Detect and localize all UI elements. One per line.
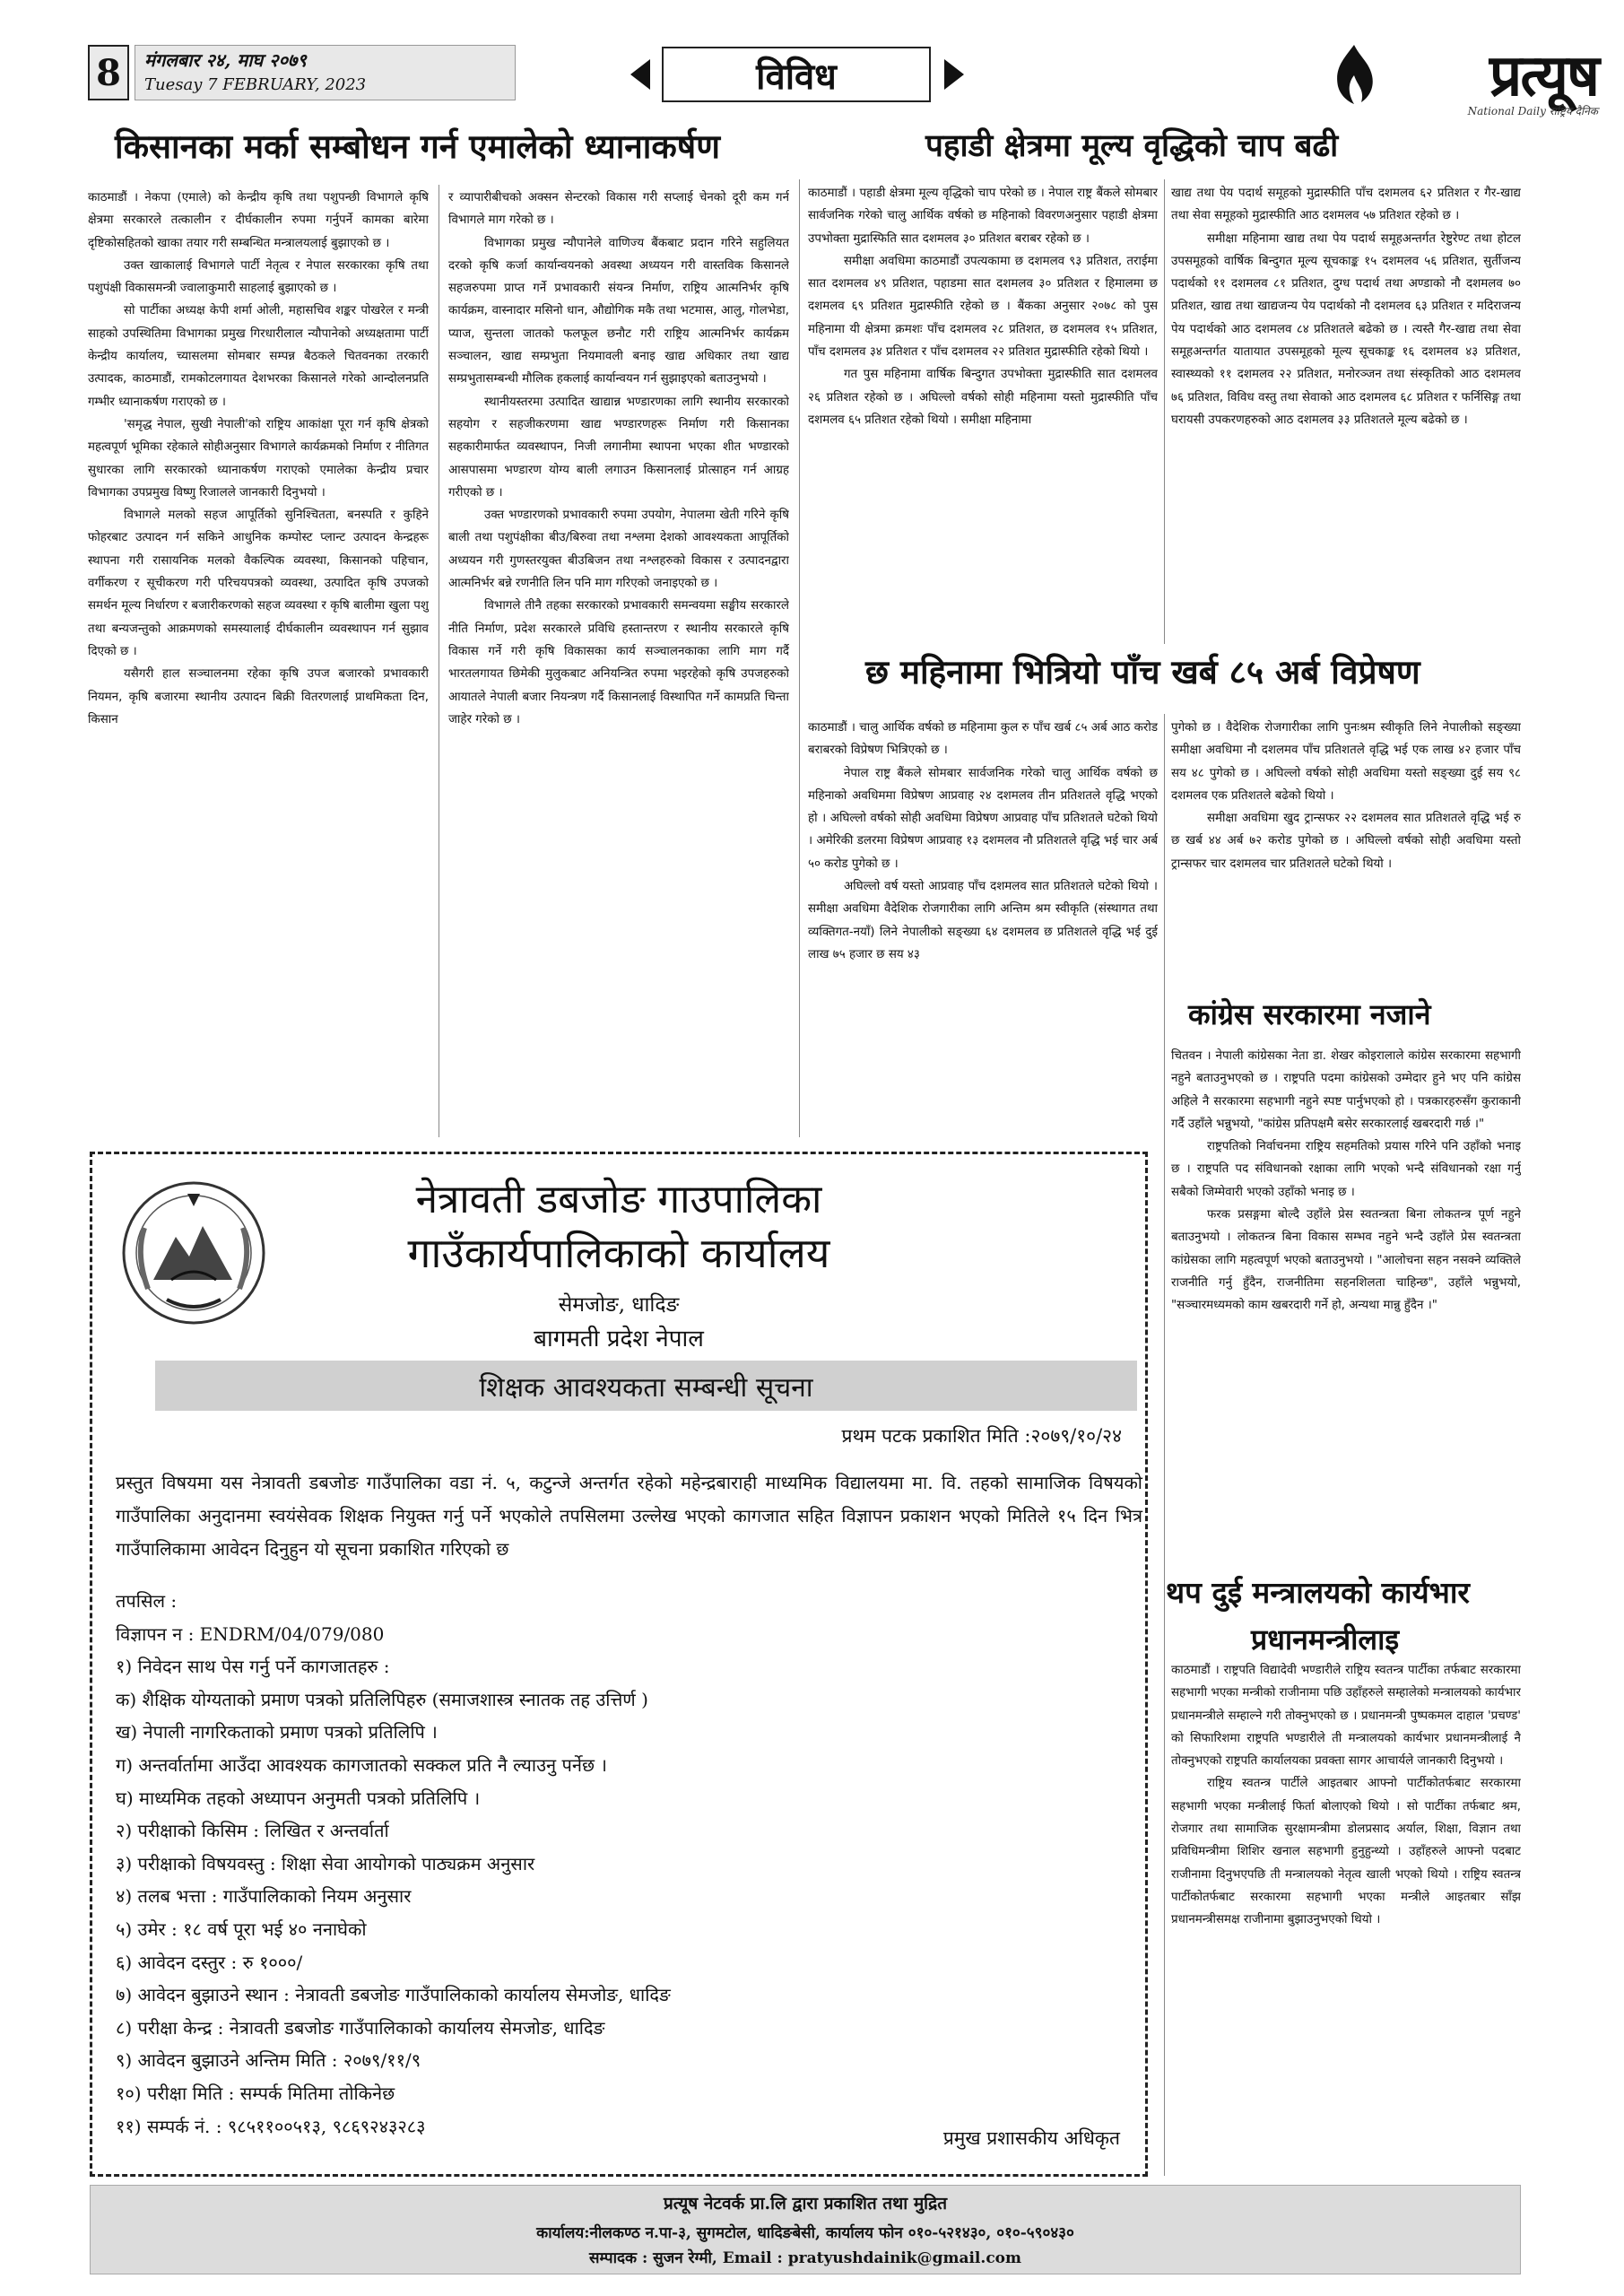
headline-mantralaya-sub: प्रधानमन्त्रीलाइ bbox=[1251, 1622, 1400, 1657]
notice-province: बागमती प्रदेश नेपाल bbox=[534, 1326, 704, 1352]
page-number: 8 bbox=[88, 45, 129, 100]
headline-congress: कांग्रेस सरकारमा नजाने bbox=[1188, 997, 1431, 1031]
notice-title-municipality: नेत्रावती डबजोङ गाउपालिका bbox=[415, 1177, 822, 1222]
article-bipreshan-col2 bbox=[1171, 717, 1521, 986]
list-item: ग) अन्तर्वार्तामा आउँदा आवश्यक कागजातको सक्कल प्रति नै ल्याउनु पर्नेछ । bbox=[116, 1753, 607, 1776]
list-item: ३) परीक्षाको विषयवस्तु : शिक्षा सेवा आयोगको पाठ्यक्रम अनुसार bbox=[116, 1852, 535, 1874]
list-item: १) निवेदन साथ पेस गर्नु पर्ने कागजातहरु : bbox=[116, 1656, 390, 1678]
headline-kisan: किसानका मर्का सम्बोधन गर्न एमालेको ध्यानाकर्षण bbox=[115, 126, 720, 166]
notice-details-list bbox=[116, 1585, 923, 2143]
list-item: १०) परीक्षा मिति : सम्पर्क मितिमा तोकिनेछ bbox=[116, 2082, 395, 2104]
article-mantralaya bbox=[1171, 1659, 1521, 2161]
list-item: ५) उमेर : १८ वर्ष पूरा भई ४० ननाघेको bbox=[116, 1918, 367, 1940]
paragraph: विभागका प्रमुख न्यौपानेले वाणिज्य बैंकबाट प्रदान गरिने सहुलियत दरको कृषि कर्जा कार्यान्वयनको अवस्था अध्ययन गरी वास्तविक किसानले सहजरुपमा प्राप्त गर्ने प्रभावकारी संयन्त्र निर्माण, राष्ट्रिय आत्मनिर्भर कृषि कार्यक्रम, वास्नादार मसिनो धान, औद्योगिक मकै तथा भटमास, आलु, गोलभेडा, प्याज, सुन्तला जातको फलफूल छनौट गरी राष्ट्रिय आत्मनिर्भर कार्यक्रम सञ्चालन, खाद्य सम्प्रभुता नियमावली बनाइ खाद्य अधिकार तथा खाद्य सम्प्रभुतासम्बन्धी मौलिक हकलाई कार्यान्वयन गर्न सुझाइएको बताउनुभयो । bbox=[448, 236, 789, 387]
section-title: विविध bbox=[662, 47, 931, 102]
list-item: तपसिल : bbox=[116, 1590, 178, 1612]
notice-banner: शिक्षक आवश्यकता सम्बन्धी सूचना bbox=[155, 1361, 1137, 1411]
list-item: ४) तलब भत्ता : गाउँपालिकाको नियम अनुसार bbox=[116, 1885, 412, 1908]
newspaper-logo bbox=[1325, 39, 1603, 118]
paragraph: पुगेको छ । वैदेशिक रोजगारीका लागि पुनःश्रम स्वीकृति लिने नेपालीको सङ्ख्या समीक्षा अवधिमा नौ दशलमव पाँच प्रतिशतले वृद्धि भई एक लाख ४२ हजार पाँच सय ४८ पुगेको छ । अघिल्लो वर्षको सोही अवधिमा यस्तो सङ्ख्या दुई सय ९८ दशमलव एक प्रतिशतले बढेको थियो । bbox=[1171, 721, 1521, 803]
paragraph: राष्ट्रिय स्वतन्त्र पार्टीले आइतबार आफ्नो पार्टीकोतर्फबाट सरकारमा सहभागी भएका मन्त्रीलाई फिर्ता बोलाएको थियो । सो पार्टीका तर्फबाट श्रम, रोजगार तथा सामाजिक सुरक्षामन्त्रीमा डोलप्रसाद अर्याल, शिक्षा, विज्ञान तथा प्रविधिमन्त्रीमा शिशिर खनाल सहभागी हुनुहुन्थ्यो । उहाँहरुले आफ्नो पदबाट राजीनामा दिनुभएपछि ती मन्त्रालयको नेतृत्व खाली भएको थियो । राष्ट्रिय स्वतन्त्र पार्टीकोतर्फबाट सरकारमा सहभागी भएका मन्त्रीले आइतबार साँझ प्रधानमन्त्रीसमक्ष राजीनामा बुझाउनुभएको थियो । bbox=[1171, 1777, 1521, 1927]
headline-pahadi: पहाडी क्षेत्रमा मूल्य वृद्धिको चाप बढी bbox=[925, 127, 1339, 164]
footer-editor-email: सम्पादक : सुजन रेग्मी, Email : pratyushdainik@gmail.com bbox=[589, 2249, 1021, 2267]
paragraph: विभागले तीनै तहका सरकारको प्रभावकारी समन्वयमा सङ्घीय सरकारले नीति निर्माण, प्रदेश सरकारले प्रविधि हस्तान्तरण र स्थानीय सरकारले कृषि विकास गर्ने गरी कृषि विकासका कार्य सञ्चालनकाका लागि माग गर्दै भारतलगायत छिमेकी मुलुकबाट अनियन्त्रित रुपमा भइरहेको कृषि उपजहरुको आयातले नेपाली बजार नियन्त्रण गर्दै किसानलाई विस्थापित गर्ने कामप्रति चिन्ता जाहेर गरेको छ । bbox=[448, 599, 789, 726]
notice-location: सेमजोङ, धादिङ bbox=[558, 1293, 680, 1317]
article-kisan-col1 bbox=[88, 187, 429, 1137]
paragraph: नेपाल राष्ट्र बैंकले सोमबार सार्वजनिक गरेको चालु आर्थिक वर्षको छ महिनाको अवधिममा विप्रेषण आप्रवाह २४ दशमलव तीन प्रतिशतले वृद्धि भएको हो । अघिल्लो वर्षको सोही अवधिमा विप्रेषण आप्रवाह पाँच प्रतिशतले घटेको थियो । अमेरिकी डलरमा विप्रेषण आप्रवाह १३ दशमलव नौ प्रतिशतले वृद्धि भई चार अर्ब ५० करोड पुगेको छ । bbox=[808, 766, 1158, 871]
paragraph: र व्यापारीबीचको अक्सन सेन्टरको विकास गरी सप्लाई चेनको दूरी कम गर्न विभागले माग गरेको छ । bbox=[448, 191, 789, 228]
paragraph: राष्ट्रपतिको निर्वाचनमा राष्ट्रिय सहमतिको प्रयास गरिने पनि उहाँको भनाइ छ । राष्ट्रपति पद संविधानको रक्षाका लागि भएको भन्दै संविधानको रक्षा गर्नु सबैको जिम्मेवारी भएको उहाँको भनाइ छ । bbox=[1171, 1140, 1521, 1199]
article-pahadi-col1 bbox=[808, 182, 1158, 641]
headline-mantralaya: थप दुई मन्त्रालयको कार्यभार bbox=[1166, 1575, 1470, 1610]
paragraph: अघिल्लो वर्ष यस्तो आप्रवाह पाँच दशमलव सात प्रतिशतले घटेको थियो । समीक्षा अवधिमा वैदेशिक रोजगारीका लागि अन्तिम श्रम स्वीकृति (संस्थागत तथा व्यक्तिगत-नयाँ) लिने नेपालीको सङ्ख्या ६४ दशमलव छ प्रतिशतले वृद्धि भई दुई लाख ७५ हजार छ सय ४३ bbox=[808, 880, 1158, 961]
footer-publisher: प्रत्यूष नेटवर्क प्रा.लि द्वारा प्रकाशित तथा मुद्रित bbox=[663, 2194, 948, 2213]
paragraph: काठमाडौं । राष्ट्रपति विद्यादेवी भण्डारीले राष्ट्रिय स्वतन्त्र पार्टीका तर्फबाट सरकारमा सहभागी भएका मन्त्रीको राजीनामा पछि उहाँहरुले सम्हालेको मन्त्रालयको कार्यभार प्रधानमन्त्रीले सम्हाल्ने गरी तोक्नुभएको छ । प्रधानमन्त्री पुष्पकमल दाहाल 'प्रचण्ड' को सिफारिशमा राष्ट्रपति भण्डारीले ती मन्त्रालयको कार्यभार प्रधानमन्त्रीलाई नै तोक्नुभएको राष्ट्रपति कार्यालयका प्रवक्ता सागर आचार्यले जानकारी दिनुभयो । bbox=[1171, 1664, 1521, 1769]
list-item: ७) आवेदन बुझाउने स्थान : नेत्रावती डबजोङ गाउँपालिकाको कार्यालय सेमजोङ, धादिङ bbox=[116, 1984, 671, 2006]
paragraph: उक्त खाकालाई विभागले पार्टी नेतृत्व र नेपाल सरकारका कृषि तथा पशुपंक्षी विकासमन्त्री ज्वालाकुमारी साहलाई बुझाएको छ । bbox=[88, 258, 429, 296]
arrow-right-icon bbox=[944, 59, 964, 90]
paragraph: खाद्य तथा पेय पदार्थ समूहको मुद्रास्फीति पाँच दशमलव ६२ प्रतिशत र गैर-खाद्य तथा सेवा समूहको मुद्रास्फीति आठ दशमलव ५७ प्रतिशत रहेको छ । bbox=[1171, 187, 1521, 223]
list-item: ख) नेपाली नागरिकताको प्रमाण पत्रको प्रतिलिपि । bbox=[116, 1721, 438, 1744]
paragraph: समीक्षा अवधिमा खुद ट्रान्सफर २२ दशमलव सात प्रतिशतले वृद्धि भई रु छ खर्ब ४४ अर्ब ७२ करोड पुगेको छ । अघिल्लो वर्षको सोही अवधिमा यस्तो ट्रान्सफर चार दशमलव चार प्रतिशतले घटेको थियो । bbox=[1171, 812, 1521, 871]
paragraph: यसैगरी हाल सञ्चालनमा रहेका कृषि उपज बजारको प्रभावकारी नियमन, कृषि बजारमा स्थानीय उत्पादन बिक्री वितरणलाई प्राथमिकता दिन, किसान bbox=[88, 667, 429, 726]
list-item: क) शैक्षिक योग्यताको प्रमाण पत्रको प्रतिलिपिहरु (समाजशास्त्र स्नातक तह उत्तिर्ण ) bbox=[116, 1688, 648, 1710]
list-item: ९) आवेदन बुझाउने अन्तिम मिति : २०७९/११/९ bbox=[116, 2049, 421, 2072]
paragraph: विभागले मलको सहज आपूर्तिको सुनिश्चितता, बनस्पति र कुहिने फोहरबाट उत्पादन गर्न सकिने आधुनिक कम्पोस्ट प्लान्ट उत्पादन केन्द्रहरू स्थापना गरी रासायनिक मलको वैकल्पिक व्यवस्था, किसानको पहिचान, वर्गीकरण र सूचीकरण गरी परिचयपत्रको व्यवस्था, उत्पादित कृषि उपजको समर्थन मूल्य निर्धारण र बजारीकरणको सहज व्यवस्था र कृषि बालीमा खुला पशु तथा बन्यजन्तुको आक्रमणको समस्यालाई दीर्घकालीन व्यवस्थापन गर्न सुझाव दिएको छ । bbox=[88, 509, 429, 658]
paragraph: काठमाडौं । पहाडी क्षेत्रमा मूल्य वृद्धिको चाप परेको छ । नेपाल राष्ट्र बैंकले सोमबार सार्वजनिक गरेको चालु आर्थिक वर्षको छ महिनाको विवरणअनुसार पहाडी क्षेत्रमा उपभोक्ता मुद्रास्फिति सात दशमलव ३० प्रतिशत बराबर रहेको छ । bbox=[808, 187, 1158, 246]
paragraph: समीक्षा महिनामा खाद्य तथा पेय पदार्थ समूहअन्तर्गत रेष्टुरेण्ट तथा होटल उपसमूहको वार्षिक बिन्दुगत मूल्य सूचकाङ्क १५ दशमलव ५६ प्रतिशत, सुर्तीजन्य पदार्थको ११ दशमलव ८१ प्रतिशत, दुग्ध पदार्थ तथा अण्डाको नौ दशमलव ७० प्रतिशत, खाद्य तथा खाद्यजन्य पेय पदार्थको नौ दशमलव ६३ प्रतिशत र मदिराजन्य पेय पदार्थको आठ दशमलव ८४ प्रतिशतले बढेको छ । त्यस्तै गैर-खाद्य तथा सेवा समूहअन्तर्गत यातायात उपसमूहको मूल्य सूचकाङ्क १६ दशमलव ४३ प्रतिशत, स्वास्थ्यको ११ दशमलव २२ प्रतिशत, मनोरञ्जन तथा संस्कृतिको आठ दशमलव ७६ प्रतिशत, विविध वस्तु तथा सेवाको आठ दशमलव ६८ प्रतिशत र फर्निसिङ्ग तथा घरायसी उपकरणहरुको आठ दशमलव ३३ प्रतिशतले मूल्य बढेको छ । bbox=[1171, 231, 1521, 427]
masthead bbox=[88, 39, 1598, 117]
column-divider bbox=[1164, 994, 1165, 2176]
paragraph: काठमाडौं । नेकपा (एमाले) को केन्द्रीय कृषि तथा पशुपन्छी विभागले कृषि क्षेत्रमा सरकारले तत्कालीन र दीर्घकालीन रुपमा गर्नुपर्ने कामका बारेमा दृष्टिकोसहितको खाका तयार गरी सम्बन्धित मन्त्रालयलाई बुझाएको छ । bbox=[88, 191, 429, 250]
notice-signature: प्रमुख प्रशासकीय अधिकृत bbox=[942, 2127, 1120, 2149]
column-divider bbox=[799, 179, 800, 1137]
logo-tagline: National Daily राष्ट्रिय दैनिक bbox=[1467, 105, 1598, 117]
paragraph: गत पुस महिनामा वार्षिक बिन्दुगत उपभोक्ता मुद्रास्फीति सात दशमलव २६ प्रतिशत रहेको छ । अघिल्लो वर्षको सोही महिनामा यस्तो मुद्रास्फीति पाँच दशमलव ६५ प्रतिशत रहेको थियो । समीक्षा महिनामा bbox=[808, 368, 1158, 427]
paragraph: काठमाडौं । चालु आर्थिक वर्षको छ महिनामा कुल रु पाँच खर्ब ८५ अर्ब आठ करोड बराबरको विप्रेषण भित्रिएको छ । bbox=[808, 721, 1158, 758]
headline-bipreshan: छ महिनामा भित्रियो पाँच खर्ब ८५ अर्ब विप्रेषण bbox=[865, 652, 1420, 691]
article-bipreshan-col1 bbox=[808, 717, 1158, 1131]
date-english: Tuesay 7 FEBRUARY, 2023 bbox=[144, 75, 367, 94]
list-item: विज्ञापन न : ENDRM/04/079/080 bbox=[116, 1622, 385, 1645]
paragraph: स्थानीयस्तरमा उत्पादित खाद्यान्न भण्डारणका लागि स्थानीय सरकारको सहयोग र सहजीकरणमा खाद्य भण्डारणहरू निर्माण गरी किसानका सहकारीमार्फत व्यवस्थापन, निजी लगानीमा स्थापना भएका शीत भण्डारको आसपासमा भण्डारण योग्य बाली लगाउन किसानलाई प्रोत्साहन गर्न आग्रह गरीएको छ । bbox=[448, 395, 789, 500]
logo-wordmark: प्रत्यूष bbox=[1489, 42, 1598, 109]
article-congress bbox=[1171, 1045, 1521, 1563]
paragraph: समीक्षा अवधिमा काठमाडौं उपत्यकामा छ दशमलव ९३ प्रतिशत, तराईमा सात दशमलव ४९ प्रतिशत, पहाडमा सात दशमलव ३० प्रतिशत र हिमालमा छ दशमलव ६९ प्रतिशत मुद्रास्फीति रहेको छ । बैंकका अनुसार २०७८ को पुस महिनामा यी क्षेत्रमा क्रमशः पाँच दशमलव २८ प्रतिशत, छ दशमलव १५ प्रतिशत, पाँच दशमलव ३४ प्रतिशत र पाँच दशमलव २२ प्रतिशत मुद्रास्फीति रहेको थियो । bbox=[808, 254, 1158, 360]
article-kisan-col2 bbox=[448, 187, 789, 1137]
notice-body: प्रस्तुत विषयमा यस नेत्रावती डबजोङ गाउँपालिका वडा नं. ५, कटुन्जे अन्तर्गत रहेको महेन्द्रबाराही माध्यमिक विद्यालयमा मा. वि. तहको सामाजिक विषयको गाउँपालिका अनुदानमा स्वयंसेवक शिक्षक नियुक्त गर्नु पर्ने भएकोले तपसिलमा उल्लेख भएको कागजात सहित विज्ञापन प्रकाशन भएको मितिले १५ दिन भित्र गाउँपालिकामा आवेदन दिनुहुन यो सूचना प्रकाशित गरिएको छ bbox=[116, 1472, 1142, 1560]
paragraph: फरक प्रसङ्गमा बोल्दै उहाँले प्रेस स्वतन्त्रता बिना लोकतन्त्र पूर्ण नहुने बताउनुभयो । लोकतन्त्र बिना विकास सम्भव नहुने भन्दै उहाँले प्रेस स्वतन्त्रता कांग्रेसका लागि महत्वपूर्ण भएको बताउनुभयो । "आलोचना सहन नसक्ने व्यक्तिले राजनीति गर्नु हुँदैन, राजनीतिमा सहनशिलता चाहिन्छ", उहाँले भन्नुभयो, "सञ्चारमध्यमको काम खबरदारी गर्ने हो, अन्यथा मान्नु हुँदैन ।" bbox=[1171, 1208, 1521, 1313]
list-item: ८) परीक्षा केन्द्र : नेत्रावती डबजोङ गाउँपालिकाको कार्यालय सेमजोङ, धादिङ bbox=[116, 2016, 605, 2039]
list-item: २) परीक्षाको किसिम : लिखित र अन्तर्वार्ता bbox=[116, 1820, 389, 1842]
notice-publish-date: प्रथम पटक प्रकाशित मिति :२०७९/१०/२४ bbox=[841, 1425, 1122, 1447]
list-item: ६) आवेदन दस्तुर : रु १०००/ bbox=[116, 1951, 303, 1973]
paragraph: चितवन । नेपाली कांग्रेसका नेता डा. शेखर कोइरालाले कांग्रेस सरकारमा सहभागी नहुने बताउनुभएको छ । राष्ट्रपति पदमा कांग्रेसको उम्मेदार हुने भए पनि कांग्रेस अहिले नै सरकारमा सहभागी नहुने स्पष्ट पार्नुभएको हो । पत्रकारहरुसँग कुराकानी गर्दै उहाँले भन्नुभयो, "कांग्रेस प्रतिपक्षमै बसेर सरकारलाई खबरदारी गर्छ ।" bbox=[1171, 1049, 1521, 1131]
flame-logo-icon bbox=[1327, 43, 1381, 106]
dateline bbox=[135, 45, 516, 100]
notice-advertisement bbox=[90, 1152, 1148, 2177]
date-nepali: मंगलबार २४, माघ २०७९ bbox=[144, 49, 307, 71]
arrow-left-icon bbox=[630, 59, 650, 90]
article-pahadi-col2 bbox=[1171, 182, 1521, 641]
paragraph: उक्त भण्डारणको प्रभावकारी रुपमा उपयोग, नेपालमा खेती गरिने कृषि बाली तथा पशुपंक्षीका बीउ/बिरुवा तथा नश्लमा देशको आवश्यकता आपूर्तिको अध्ययन गरी गुणस्तरयुक्त बीउबिजन तथा नश्लहरुको विकास र उत्पादनद्वारा आत्मनिर्भर बन्ने रणनीति लिन पनि माग गरिएको जनाइएको छ । bbox=[448, 509, 789, 591]
column-divider bbox=[1164, 179, 1165, 644]
list-item: घ) माध्यमिक तहको अध्यापन अनुमती पत्रको प्रतिलिपि । bbox=[116, 1787, 481, 1809]
paragraph: सो पार्टीका अध्यक्ष केपी शर्मा ओली, महासचिव शङ्कर पोखरेल र मन्त्री साहको उपस्थितिमा विभागका प्रमुख गिरधारीलाल न्यौपानेको अध्यक्षतामा पार्टी केन्द्रीय कार्यालय, च्यासलमा सोमबार सम्पन्न बैठकले चितवनका तरकारी उत्पादक, काठमाडौं, रामकोटलगायत देशभरका किसानले गरेको आन्दोलनप्रति गम्भीर ध्यानाकर्षण गराएको छ । bbox=[88, 304, 429, 409]
list-item: ११) सम्पर्क नं. : ९८५११००५१३, ९८६९२४३२८३ bbox=[116, 2115, 426, 2137]
footer-address: कार्यालय:नीलकण्ठ न.पा-३, सुगमटोल, धादिङबेसी, कार्यालय फोन ०१०-५२१४३०, ०१०-५९०४३० bbox=[536, 2224, 1074, 2242]
imprint-footer bbox=[90, 2185, 1521, 2274]
paragraph: 'समृद्ध नेपाल, सुखी नेपाली'को राष्ट्रिय आकांक्षा पूरा गर्न कृषि क्षेत्रको महत्वपूर्ण भूमिका रहेकाले सोहीअनुसार विभागले कार्यक्रमको निर्माण र नीतिगत सुधारका लागि सरकारको ध्यानाकर्षण गराएको एमालेका केन्द्रीय प्रचार विभागका उपप्रमुख विष्णु रिजालले जानकारी दिनुभयो । bbox=[88, 417, 429, 500]
notice-title-office: गाउँकार्यपालिकाको कार्यालय bbox=[407, 1229, 830, 1277]
